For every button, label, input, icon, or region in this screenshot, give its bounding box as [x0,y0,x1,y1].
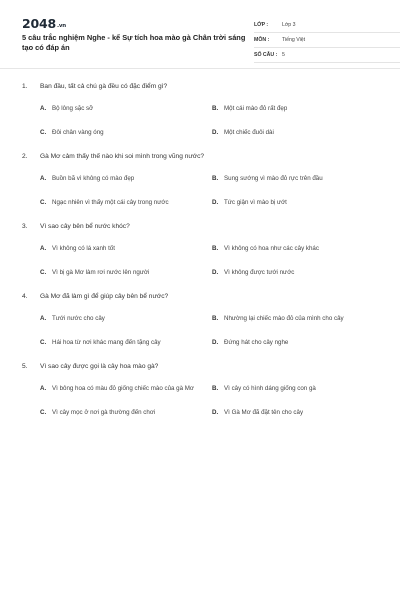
question-text: Vì sao cây được gọi là cây hoa mào gà? [40,362,159,370]
question-text: Vì sao cây bên bể nước khóc? [40,222,130,230]
question-number: 2. [22,152,28,160]
option-letter: A. [40,244,47,252]
meta-value-grade: Lớp 3 [282,22,296,28]
option-letter: C. [40,408,47,416]
option-letter: A. [40,384,47,392]
meta-info-panel [254,18,400,63]
option-letter: B. [212,244,219,252]
option-letter: D. [212,268,219,276]
site-logo[interactable]: 2048.vn [22,16,66,31]
question-number: 5. [22,362,28,370]
question-text: Ban đầu, tất cả chú gà đều có đặc điểm gì? [40,82,168,90]
question-item [22,80,378,140]
meta-row-count [254,48,400,63]
option-text: Ngạc nhiên vì thấy một cái cây trong nước [52,198,169,206]
option-text: Vì không có lá xanh tốt [52,244,115,252]
answer-option-d[interactable] [212,124,378,140]
meta-label-count: SỐ CÂU : [254,52,278,58]
meta-label-subject: MÔN : [254,37,270,43]
answer-option-a[interactable] [40,100,212,116]
answer-options [40,100,378,140]
answer-option-b[interactable] [212,310,378,326]
answer-option-b[interactable] [212,240,378,256]
answer-option-d[interactable] [212,264,378,280]
question-stem [22,150,378,162]
option-letter: A. [40,174,47,182]
option-letter: C. [40,268,47,276]
answer-option-b[interactable] [212,170,378,186]
question-stem [22,80,378,92]
option-letter: C. [40,128,47,136]
option-text: Vì cây có hình dáng giống con gà [224,384,316,392]
option-text: Sung sướng vì mào đỏ rực trên đầu [224,174,323,182]
answer-option-c[interactable] [40,334,212,350]
option-text: Bộ lông sặc sỡ [52,104,94,112]
question-item [22,360,378,420]
option-letter: D. [212,128,219,136]
option-letter: B. [212,104,219,112]
option-letter: D. [212,198,219,206]
question-text: Gà Mơ cảm thấy thế nào khi soi mình trong vũng nước? [40,152,205,160]
question-stem [22,290,378,302]
answer-option-a[interactable] [40,380,212,396]
meta-row-grade [254,18,400,33]
question-item [22,290,378,350]
answer-option-c[interactable] [40,194,212,210]
option-text: Vì bị gà Mơ làm rơi nước lên người [52,268,150,276]
option-text: Đứng hát cho cây nghe [224,338,289,346]
answer-option-b[interactable] [212,100,378,116]
question-list [22,80,378,430]
option-letter: B. [212,174,219,182]
answer-option-b[interactable] [212,380,378,396]
answer-options [40,240,378,280]
option-text: Vì không được tưới nước [224,268,295,276]
answer-option-d[interactable] [212,334,378,350]
option-text: Vì bông hoa có màu đỏ giống chiếc mào của gà Mơ [52,384,194,392]
meta-label-grade: LỚP : [254,22,269,28]
answer-option-d[interactable] [212,404,378,420]
option-text: Tức giận vì mào bị ướt [224,198,287,206]
question-number: 4. [22,292,28,300]
question-text: Gà Mơ đã làm gì để giúp cây bên bể nước? [40,292,169,300]
option-letter: B. [212,384,219,392]
option-letter: C. [40,338,47,346]
question-item [22,220,378,280]
option-text: Đôi chân vàng óng [52,128,104,136]
option-text: Một cái mào đỏ rất đẹp [224,104,288,112]
document-title: 5 câu trắc nghiệm Nghe - kể Sự tích hoa mào gà Chân trời sáng tạo có đáp án [22,33,246,52]
answer-option-a[interactable] [40,170,212,186]
answer-option-a[interactable] [40,240,212,256]
worksheet-header [22,14,378,74]
answer-options [40,310,378,350]
answer-options [40,380,378,420]
option-text: Hái hoa từ nơi khác mang đến tặng cây [52,338,161,346]
question-stem [22,360,378,372]
option-text: Một chiếc đuôi dài [224,128,274,136]
option-text: Nhường lại chiếc mào đỏ của mình cho cây [224,314,344,322]
option-letter: D. [212,338,219,346]
answer-options [40,170,378,210]
answer-option-c[interactable] [40,264,212,280]
question-number: 3. [22,222,28,230]
answer-option-d[interactable] [212,194,378,210]
option-letter: D. [212,408,219,416]
question-number: 1. [22,82,28,90]
option-letter: A. [40,314,47,322]
option-text: Vì cây mọc ở nơi gà thường đến chơi [52,408,156,416]
option-letter: C. [40,198,47,206]
question-item [22,150,378,210]
header-divider [0,68,400,69]
answer-option-a[interactable] [40,310,212,326]
meta-row-subject [254,33,400,48]
option-letter: B. [212,314,219,322]
answer-option-c[interactable] [40,404,212,420]
meta-value-subject: Tiếng Việt [282,37,306,43]
option-text: Tưới nước cho cây [52,314,105,322]
meta-value-count: 5 [282,52,285,58]
answer-option-c[interactable] [40,124,212,140]
option-letter: A. [40,104,47,112]
option-text: Vì không có hoa như các cây khác [224,244,319,252]
question-stem [22,220,378,232]
option-text: Vì Gà Mơ đã đặt tên cho cây [224,408,304,416]
option-text: Buồn bã vì không có mào đẹp [52,174,135,182]
